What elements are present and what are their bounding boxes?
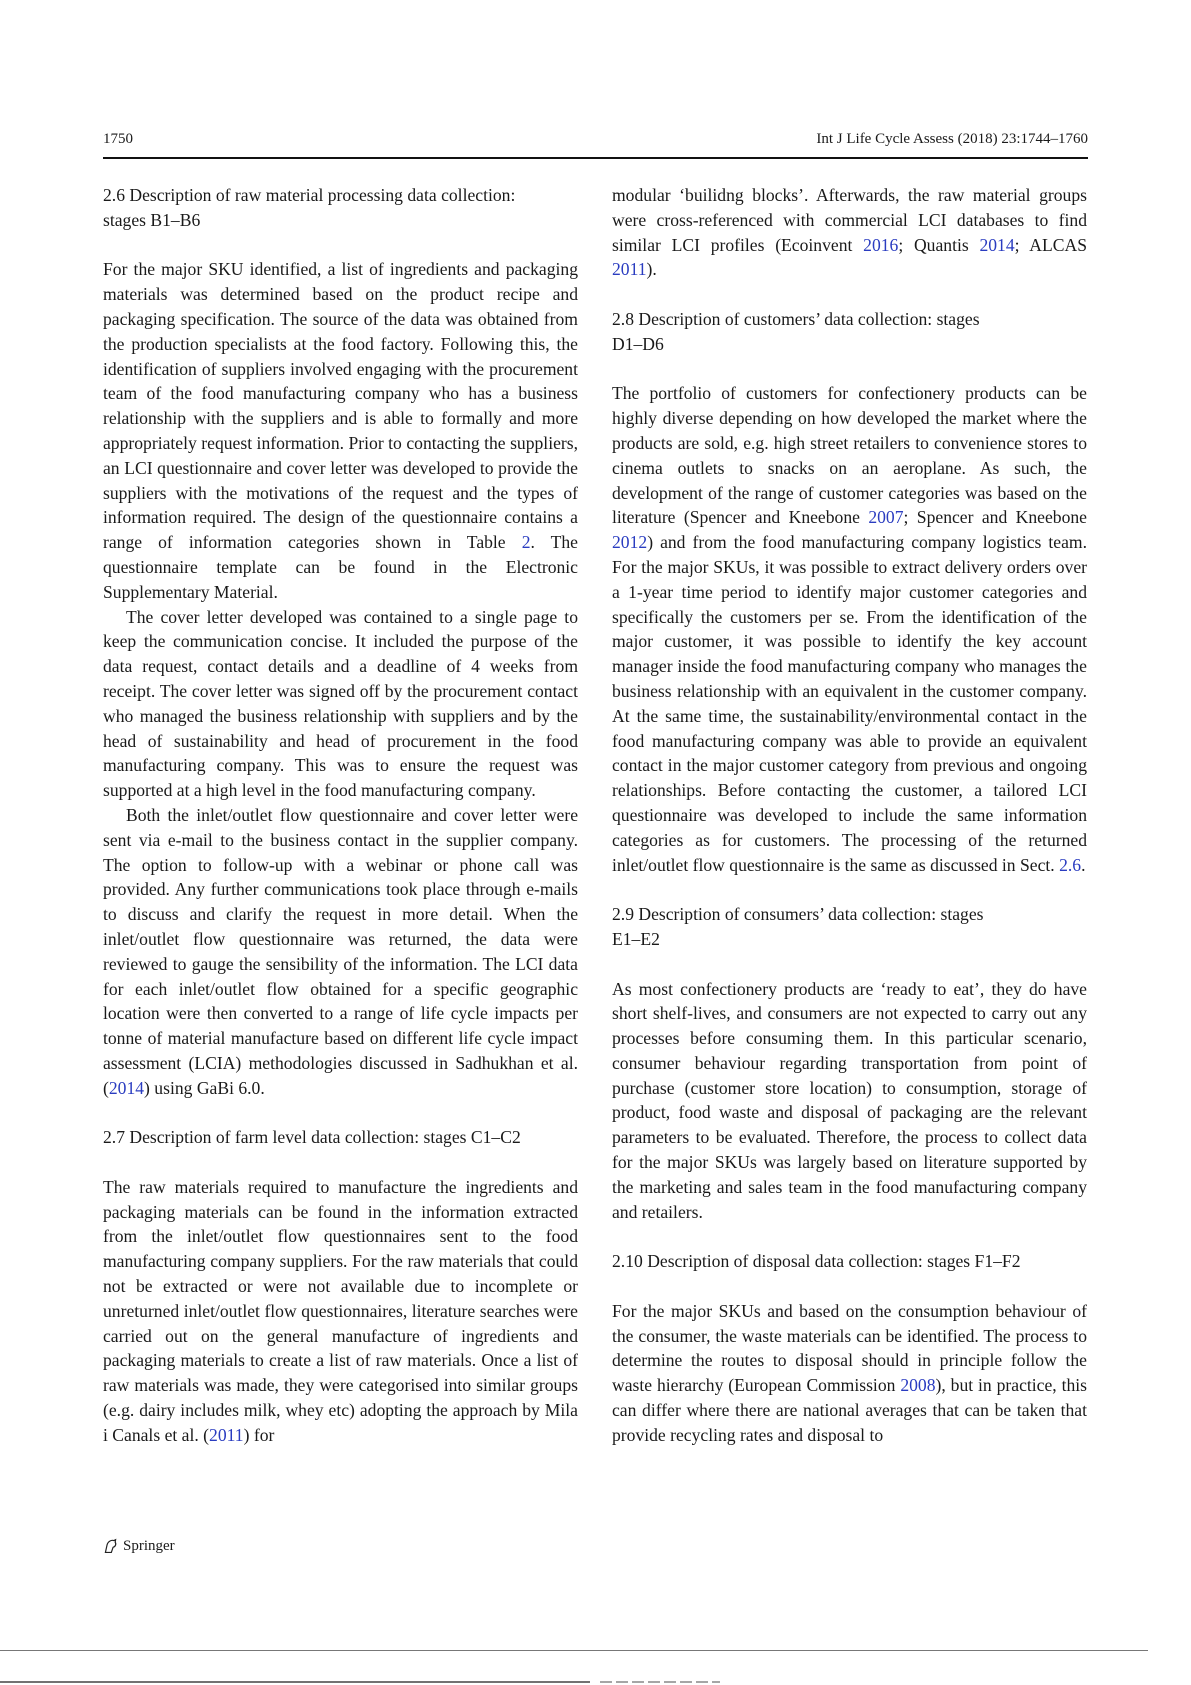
right-column (612, 183, 1087, 1448)
paragraph: The portfolio of customers for confectionery products can be highly diverse depending on how developed the market where the products are sold, e.g. high street retailers to convenience stores to cinema outlets to snacks on an aeroplane. As such, the development of the range of customer categories was based on the literature (Spencer and Kneebone 2007; Spencer and Kneebone 2012) and from the food manufacturing company logistics team. For the major SKUs, it was possible to extract delivery orders over a 1-year time period to identify major customer categories and specifically the customers per se. From the identification of the major customer, it was possible to identify the key account manager inside the food manufacturing company who manages the business relationship with an equivalent in the customer company. At the same time, the sustainability/environmental contact in the food manufacturing company was able to provide an equivalent contact in the major customer category from previous and ongoing relationships. Before contacting the customer, a tailored LCI questionnaire was developed to include the same information categories as for customers. The processing of the returned inlet/outlet flow questionnaire is the same as discussed in Sect. 2.6. (612, 383, 1087, 875)
section-heading-2-8: 2.8 Description of customers’ data collection: stages D1–D6 (612, 308, 980, 354)
paragraph: The raw materials required to manufacture the ingredients and packaging materials can be found in the information extracted from the inlet/outlet flow questionnaires sent to the food manufacturing company suppliers. For the raw materials that could not be extracted or were not available due to incomplete or unreturned inlet/outlet flow questionnaires, literature searches were carried out on the general manufacture of ingredients and packaging materials to create a list of raw materials. Once a list of raw materials was made, they were categorised into similar groups (e.g. dairy includes milk, whey etc) adopting the approach by Mila i Canals et al. (2011) for (103, 1176, 578, 1445)
citation-link[interactable]: 2011 (209, 1424, 244, 1445)
bottom-rule (0, 1650, 1148, 1651)
citation-link[interactable]: 2014 (108, 1077, 145, 1098)
publisher-logo (102, 1538, 175, 1555)
bottom-scan-marks (0, 1679, 1191, 1685)
paragraph: The cover letter developed was contained to a single page to keep the communication concise. It included the purpose of the data request, contact details and a deadline of 4 weeks from receipt. The cover letter was signed off by the procurement contact who managed the business relationship with suppliers and by the head of sustainability and head of procurement in the food manufacturing company. This was to ensure the request was supported at a high level in the food manufacturing company. (103, 606, 578, 801)
paragraph: For the major SKUs and based on the consumption behaviour of the consumer, the waste materials can be identified. The process to determine the routes to disposal should in principle follow the waste hierarchy (European Commission 2008), but in practice, this can differ where there are national averages that can be taken that provide recycling rates and disposal to (612, 1300, 1087, 1445)
running-header (103, 131, 1088, 159)
paragraph: modular ‘builidng blocks’. Afterwards, the raw material groups were cross-referenced with commercial LCI databases to find similar LCI profiles (Ecoinvent 2016; Quantis 2014; ALCAS 2011). (612, 185, 1087, 280)
table-reference-link[interactable]: 2 (521, 532, 531, 553)
citation-link[interactable]: 2011 (612, 259, 647, 280)
paragraph: For the major SKU identified, a list of ingredients and packaging materials was determined based on the product recipe and packaging specification. The source of the data was obtained from the production specialists at the food factory. Following this, the identification of suppliers involved engaging with the procurement team of the food manufacturing company who has a business relationship with the suppliers and is able to formally and more appropriately request information. Prior to contacting the suppliers, an LCI questionnaire and cover letter was developed to provide the suppliers with the motivations of the request and the types of information required. The design of the questionnaire contains a range of information categories shown in Table 2. The questionnaire template can be found in the Electronic Supplementary Material. (103, 259, 578, 602)
section-heading-2-7: 2.7 Description of farm level data collection: stages C1–C2 (103, 1127, 521, 1148)
citation-link[interactable]: 2007 (868, 507, 904, 528)
section-heading-2-9: 2.9 Description of consumers’ data collection: stages E1–E2 (612, 904, 984, 949)
citation-link[interactable]: 2014 (979, 234, 1015, 255)
springer-horse-icon (102, 1538, 119, 1555)
left-column (103, 183, 578, 1448)
publisher-name: Springer (123, 1538, 175, 1554)
section-heading-2-6: 2.6 Description of raw material processing data collection: stages B1–B6 (103, 185, 516, 230)
page-number: 1750 (103, 131, 133, 147)
paragraph: As most confectionery products are ‘ready to eat’, they do have short shelf-lives, and consumers are not expected to carry out any processes before consuming them. In this particular scenario, consumer behaviour regarding transportation from point of purchase (customer store location) to consumption, storage of product, food waste and disposal of packaging are the relevant parameters to be evaluated. Therefore, the process to collect data for the major SKUs was largely based on literature supported by the marketing and sales team in the food manufacturing company and retailers. (612, 978, 1087, 1222)
paragraph: Both the inlet/outlet flow questionnaire and cover letter were sent via e-mail to the business contact in the supplier company. The option to follow-up with a webinar or phone call was provided. Any further communications took place through e-mails to discuss and clarify the request in more detail. When the inlet/outlet flow questionnaire was returned, the data were reviewed to gauge the sensibility of the information. The LCI data for each inlet/outlet flow obtained for a specific geographic location were then converted to a range of life cycle impacts per tonne of material manufacture based on different life cycle impact assessment (LCIA) methodologies discussed in Sadhukhan et al. (2014) using GaBi 6.0. (103, 804, 578, 1098)
citation-link[interactable]: 2016 (863, 234, 899, 255)
citation-link[interactable]: 2008 (900, 1375, 936, 1396)
section-reference-link[interactable]: 2.6 (1059, 854, 1082, 875)
citation-link[interactable]: 2012 (612, 532, 648, 553)
journal-citation: Int J Life Cycle Assess (2018) 23:1744–1760 (816, 131, 1088, 147)
section-heading-2-10: 2.10 Description of disposal data collection: stages F1–F2 (612, 1251, 1021, 1272)
